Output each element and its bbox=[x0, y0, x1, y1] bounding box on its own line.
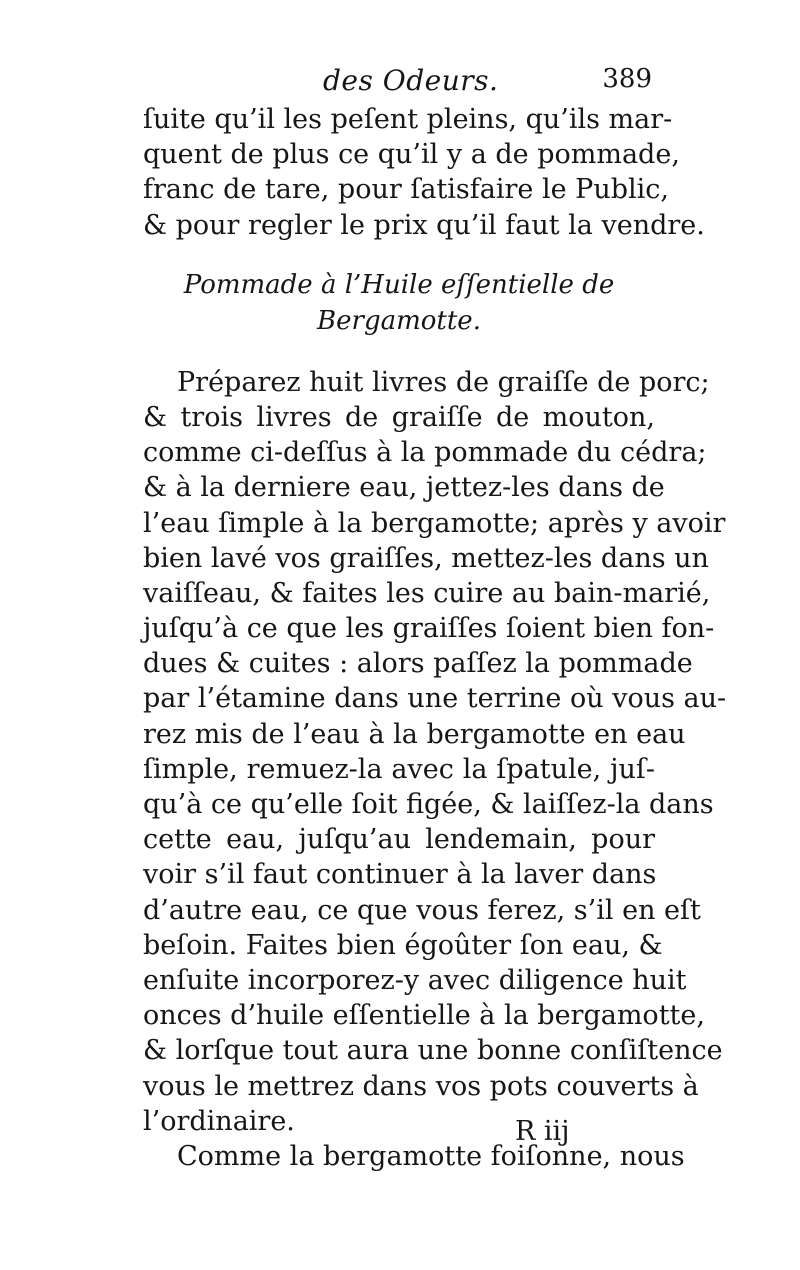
section-heading bbox=[143, 267, 655, 339]
text-line: Préparez huit livres de graiſſe de porc; bbox=[177, 366, 710, 398]
text-line: quent de plus ce qu’il y a de pommade, bbox=[143, 139, 680, 171]
text-line: Comme la bergamotte foiſonne, nous bbox=[177, 1140, 685, 1172]
text-line: franc de tare, pour ſatisfaire le Public, bbox=[143, 174, 669, 206]
spacer bbox=[143, 339, 655, 365]
text-line: & trois livres de graiſſe de mouton, bbox=[143, 401, 655, 433]
page-number: 389 bbox=[602, 64, 652, 94]
text-line: vous le mettrez dans vos pots couverts à bbox=[143, 1070, 699, 1102]
recipe-paragraph bbox=[143, 365, 727, 1139]
text-line: cette eau, juſqu’au lendemain, pour bbox=[143, 824, 655, 856]
heading-line: Pommade à l’Huile eſſentielle de bbox=[183, 269, 615, 300]
text-line: dues & cuites : alors paſſez la pommade bbox=[143, 648, 693, 680]
text-line: & à la derniere eau, jettez-les dans de bbox=[143, 472, 665, 504]
continued-paragraph bbox=[143, 102, 705, 243]
text-block bbox=[143, 102, 727, 1174]
text-line: par l’étamine dans une terrine où vous au- bbox=[143, 683, 727, 715]
text-line: voir s’il faut continuer à la laver dans bbox=[143, 859, 657, 891]
running-head bbox=[140, 64, 660, 104]
text-line: comme ci-deſſus à la pommade du cédra; bbox=[143, 437, 707, 469]
text-line: d’autre eau, ce que vous ferez, s’il en eſt bbox=[143, 894, 701, 926]
spacer bbox=[143, 243, 655, 267]
text-line: bien lavé vos graiſſes, mettez-les dans un bbox=[143, 542, 709, 574]
text-line: beſoin. Faites bien égoûter ſon eau, & bbox=[143, 929, 663, 961]
text-line: onces d’huile eſſentielle à la bergamotte, bbox=[143, 1000, 705, 1032]
text-line: qu’à ce qu’elle ſoit figée, & laiſſez-la dans bbox=[143, 789, 714, 820]
signature-mark: R iij bbox=[515, 1116, 570, 1147]
text-line: rez mis de l’eau à la bergamotte en eau bbox=[143, 718, 686, 750]
text-line: l’ordinaire. bbox=[143, 1105, 295, 1137]
text-line: ſimple, remuez-la avec la ſpatule, juſ- bbox=[143, 753, 655, 785]
heading-line: Bergamotte. bbox=[317, 305, 481, 336]
text-line: enſuite incorporez-y avec diligence huit bbox=[143, 964, 687, 996]
text-line: & pour regler le prix qu’il faut la vendre. bbox=[143, 209, 705, 241]
running-title: des Odeurs. bbox=[323, 64, 499, 97]
text-line: & lorſque tout aura une bonne conſiſtence bbox=[143, 1035, 723, 1067]
next-paragraph bbox=[143, 1139, 685, 1174]
text-line: ſuite qu’il les peſent pleins, qu’ils mar- bbox=[143, 104, 673, 135]
text-line: juſqu’à ce que les graiſſes ſoient bien fon- bbox=[143, 613, 715, 645]
text-line: l’eau ſimple à la bergamotte; après y avoir bbox=[143, 507, 726, 539]
text-line: vaiſſeau, & faites les cuire au bain-marié, bbox=[143, 577, 711, 609]
